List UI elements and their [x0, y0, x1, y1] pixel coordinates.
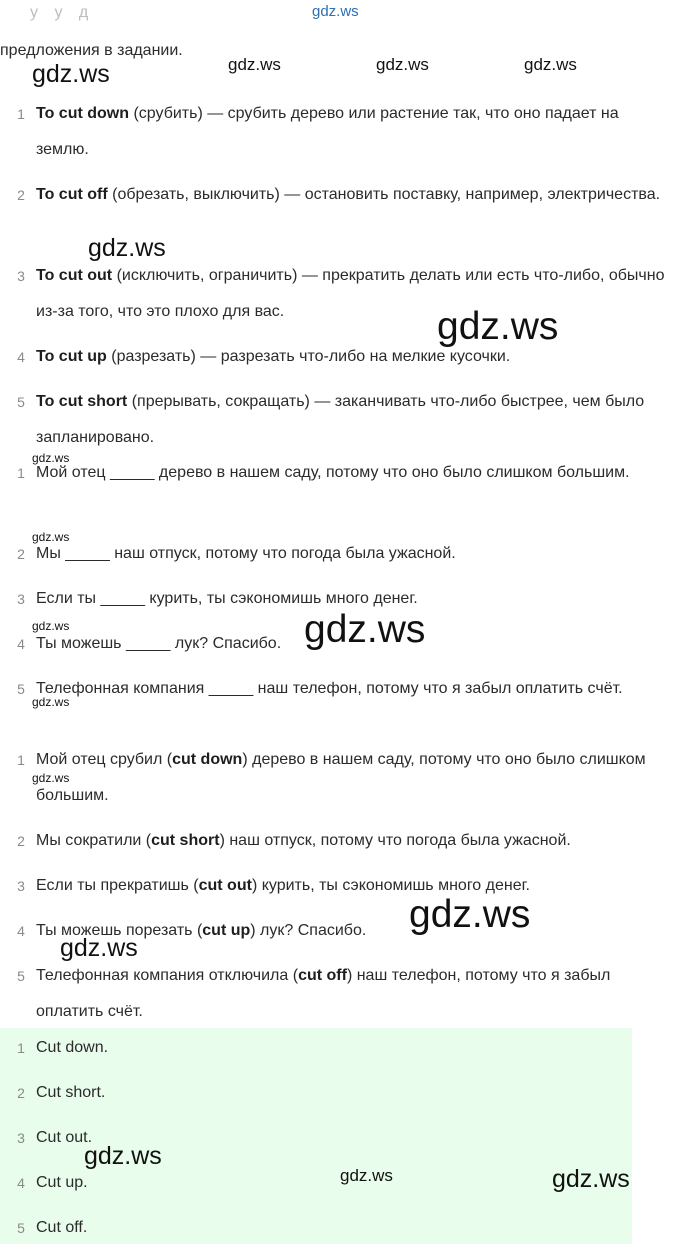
translation-before: Телефонная компания отключила ( [36, 967, 299, 984]
definition-text [36, 339, 670, 375]
phrasal-verb: To cut off [36, 186, 108, 203]
watermark: gdz.ws [60, 934, 138, 962]
item-number: 4 [17, 349, 25, 365]
item-number: 2 [17, 546, 25, 562]
item-number: 5 [17, 681, 25, 697]
definition-body: (исключить, ограничить) — прекратить делать или есть что-либо, обычно из-за того, что это плохо для вас. [36, 267, 665, 320]
item-number: 1 [17, 465, 25, 481]
watermark: gdz.ws [88, 234, 166, 262]
phrasal-verb: To cut out [36, 267, 113, 284]
definition-body: (прерывать, сокращать) — заканчивать что-либо быстрее, чем было запланировано. [36, 393, 645, 446]
item-number: 1 [17, 106, 25, 122]
watermark: gdz.ws [437, 305, 559, 348]
translation-text [36, 742, 670, 814]
definition-text [36, 384, 670, 456]
answer-text: Cut up. [36, 1174, 88, 1191]
exercise-text: Мой отец _____ дерево в нашем саду, потому что оно было слишком большим. [36, 464, 630, 481]
answer-text: Cut down. [36, 1039, 109, 1056]
translation-after: ) наш отпуск, потому что погода была ужасной. [219, 832, 571, 849]
answer-text: Cut short. [36, 1084, 106, 1101]
item-number: 3 [17, 878, 25, 894]
item-number: 3 [17, 591, 25, 607]
translation-before: Мой отец срубил ( [36, 751, 173, 768]
item-number: 2 [17, 833, 25, 849]
cropped-text-fragment: у у д [30, 4, 95, 21]
translation-after: ) курить, ты сэкономишь много денег. [251, 877, 530, 894]
answer-text: Cut out. [36, 1129, 93, 1146]
translation-after: ) наш телефон, потому что я забыл оплатить счёт. [36, 967, 611, 1020]
item-number: 2 [17, 1085, 25, 1101]
watermark: gdz.ws [32, 60, 110, 88]
top-watermark: gdz.ws [312, 3, 359, 20]
answer-panel [0, 1028, 632, 1244]
phrasal-verb: cut out [198, 877, 252, 894]
phrasal-verb: To cut down [36, 105, 130, 122]
translation-before: Мы сократили ( [36, 832, 152, 849]
watermark: gdz.ws [84, 1142, 162, 1170]
exercise-text: Если ты _____ курить, ты сэкономишь много денег. [36, 590, 418, 607]
answer-text: Cut off. [36, 1219, 88, 1236]
definition-body: (срубить) — срубить дерево или растение так, что оно падает на землю. [36, 105, 619, 158]
item-number: 5 [17, 1220, 25, 1236]
item-number: 1 [17, 1040, 25, 1056]
item-number: 4 [17, 636, 25, 652]
watermark: gdz.ws [32, 771, 70, 785]
exercise-text: Мы _____ наш отпуск, потому что погода была ужасной. [36, 545, 456, 562]
item-number: 1 [17, 752, 25, 768]
item-number: 3 [17, 1130, 25, 1146]
item-number: 2 [17, 187, 25, 203]
phrasal-verb: cut short [151, 832, 220, 849]
item-number: 4 [17, 923, 25, 939]
watermark: gdz.ws [304, 608, 426, 651]
translation-after: ) лук? Спасибо. [250, 922, 367, 939]
watermark: gdz.ws [552, 1165, 630, 1193]
phrasal-verb: cut up [202, 922, 251, 939]
exercise-text: Телефонная компания _____ наш телефон, потому что я забыл оплатить счёт. [36, 680, 623, 697]
watermark: gdz.ws [32, 530, 70, 544]
phrasal-verb: cut down [172, 751, 243, 768]
watermark: gdz.ws [524, 55, 577, 74]
definition-text [36, 258, 670, 330]
translation-before: Ты можешь порезать ( [36, 922, 203, 939]
watermark: gdz.ws [228, 55, 281, 74]
intro-text: предложения в задании. [0, 42, 183, 59]
definition-body: (обрезать, выключить) — остановить поставку, например, электричества. [107, 186, 661, 203]
definition-text [36, 177, 670, 213]
phrasal-verb: To cut short [36, 393, 128, 410]
watermark: gdz.ws [32, 619, 70, 633]
translation-text [36, 958, 670, 1030]
translation-before: Если ты прекратишь ( [36, 877, 199, 894]
phrasal-verb: cut off [298, 967, 347, 984]
translation-after: ) дерево в нашем саду, потому что оно было слишком большим. [36, 751, 646, 804]
watermark: gdz.ws [32, 695, 70, 709]
item-number: 4 [17, 1175, 25, 1191]
watermark: gdz.ws [32, 451, 70, 465]
translation-text [36, 823, 670, 859]
watermark: gdz.ws [340, 1166, 393, 1185]
item-number: 3 [17, 268, 25, 284]
watermark: gdz.ws [376, 55, 429, 74]
translation-text [36, 868, 670, 904]
definition-text [36, 96, 670, 168]
definition-body: (разрезать) — разрезать что-либо на мелкие кусочки. [106, 348, 511, 365]
item-number: 5 [17, 394, 25, 410]
exercise-text: Ты можешь _____ лук? Спасибо. [36, 635, 282, 652]
item-number: 5 [17, 968, 25, 984]
phrasal-verb: To cut up [36, 348, 107, 365]
watermark: gdz.ws [409, 893, 531, 936]
